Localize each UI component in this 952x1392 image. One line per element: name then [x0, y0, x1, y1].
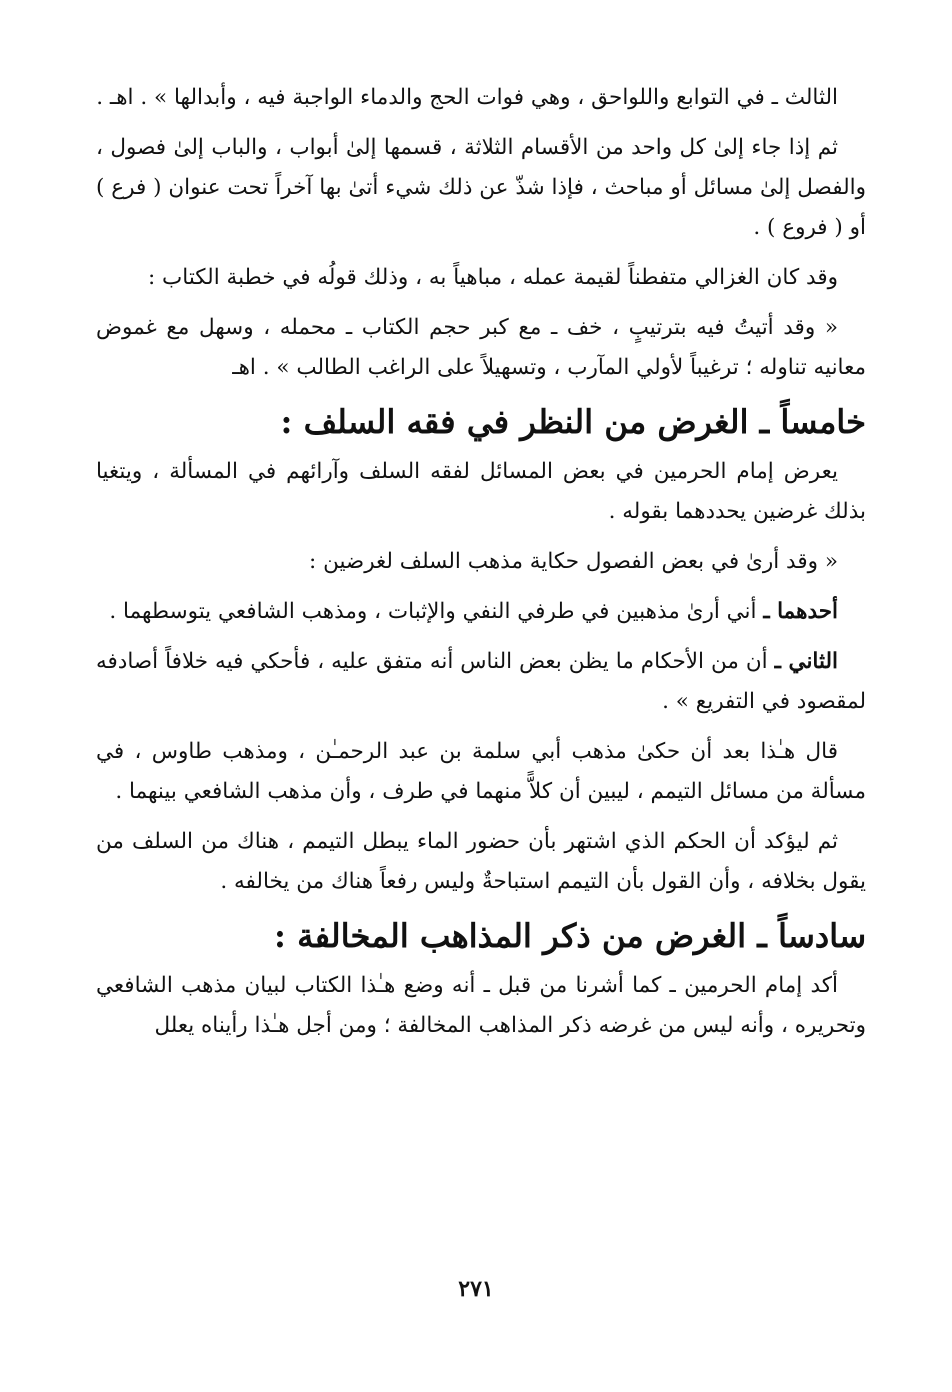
- paragraph-two-purposes-quote: « وقد أرىٰ في بعض الفصول حكاية مذهب السلف لغرضين :: [309, 549, 838, 574]
- paragraph-division-structure: ثم إذا جاء إلىٰ كل واحد من الأقسام الثلاثة ، قسمها إلىٰ أبواب ، والباب إلىٰ فصول ، والفصل إلىٰ مسائل أو مباحث ، فإذا شذّ عن ذلك شيء أتىٰ بها آخراً تحت عنوان ( فرع ) أو ( فروع ) .: [96, 135, 866, 240]
- document-body: [96, 78, 866, 1056]
- paragraph-imam-haramayn-purpose: أكد إمام الحرمين ـ كما أشرنا من قبل ـ أنه وضع هـٰذا الكتاب لبيان مذهب الشافعي وتحريره ، وأنه ليس من غرضه ذكر المذاهب المخالفة ؛ ومن أجل هـٰذا رأيناه يعلل: [96, 973, 866, 1038]
- paragraph-salaf-purpose: يعرض إمام الحرمين في بعض المسائل لفقه السلف وآرائهم في المسألة ، ويتغيا بذلك غرضين يحددهما بقوله .: [96, 459, 866, 524]
- paragraph-ghazali-quote: « وقد أتيتُ فيه بترتيبٍ ، خف ـ مع كبر حجم الكتاب ـ محمله ، وسهل مع غموض معانيه تناوله ؛ ترغيباً لأولي المآرب ، وتسهيلاً على الراغب الطالب » . اهـ: [96, 315, 866, 380]
- page-number: ٢٧١: [458, 1276, 494, 1302]
- paragraph-first-purpose-text: أني أرىٰ مذهبين في طرفي النفي والإثبات ، ومذهب الشافعي يتوسطهما .: [109, 599, 764, 624]
- paragraph-second-purpose-text: أن من الأحكام ما يظن بعض الناس أنه متفق عليه ، فأحكي فيه خلافاً أصادفه لمقصود في التفريع » .: [96, 649, 866, 714]
- paragraph-ghazali-intro: وقد كان الغزالي متفطناً لقيمة عمله ، مباهياً به ، وذلك قولُه في خطبة الكتاب :: [147, 265, 838, 290]
- lead-word-first: أحدهما ـ: [763, 599, 838, 624]
- paragraph-first-purpose: [96, 592, 866, 632]
- section-heading-fifth: خامساً ـ الغرض من النظر في فقه السلف :: [280, 403, 866, 441]
- paragraph-tayammum-ruling: ثم ليؤكد أن الحكم الذي اشتهر بأن حضور الماء يبطل التيمم ، هناك من السلف من يقول بخلافه ، وأن القول بأن التيمم استباحةٌ وليس رفعاً هناك من يخالفه .: [96, 829, 866, 894]
- section-heading-sixth: سادساً ـ الغرض من ذكر المذاهب المخالفة :: [274, 917, 866, 955]
- lead-word-second: الثاني ـ: [774, 649, 838, 674]
- paragraph-second-purpose: [96, 642, 866, 722]
- paragraph-third-part: الثالث ـ في التوابع واللواحق ، وهي فوات الحج والدماء الواجبة فيه ، وأبدالها » . اهـ .: [96, 85, 838, 110]
- paragraph-abu-salama-example: قال هـٰذا بعد أن حكىٰ مذهب أبي سلمة بن عبد الرحمـٰن ، ومذهب طاوس ، في مسألة من مسائل التيمم ، ليبين أن كلاًّ منهما في طرف ، وأن مذهب الشافعي بينهما .: [96, 739, 866, 804]
